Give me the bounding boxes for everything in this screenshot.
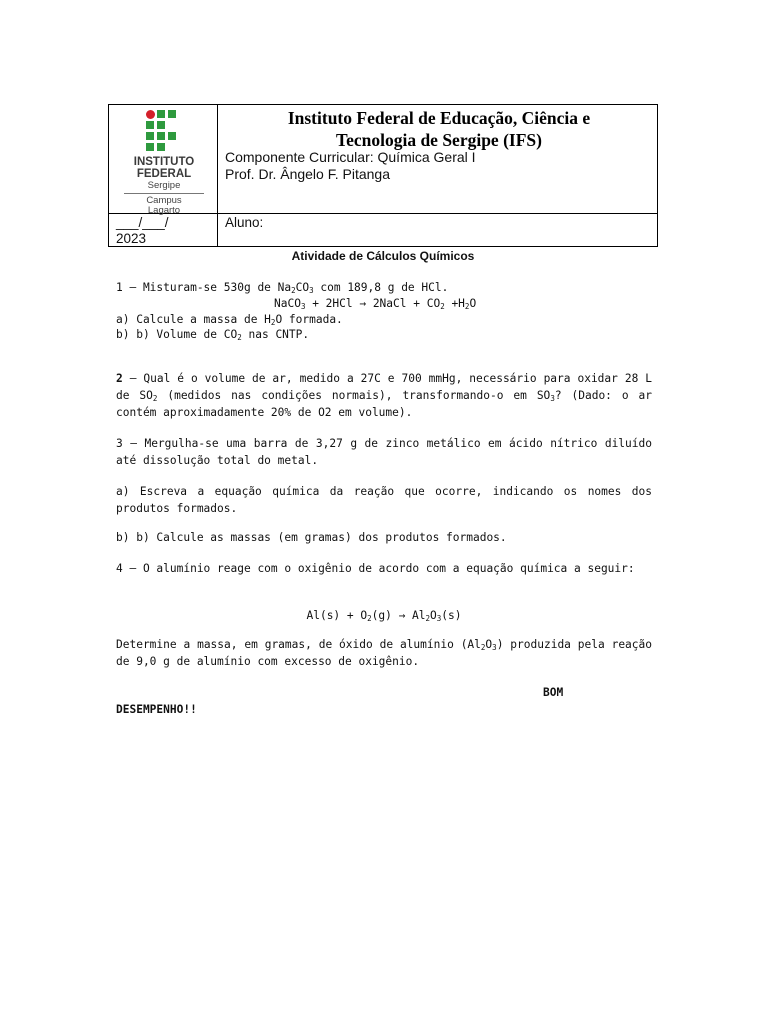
- question-3-item-a: a) Escreva a equação química da reação que ocorre, indicando os nomes dos produtos formados.: [116, 485, 652, 515]
- logo-text-campus: Campus: [146, 195, 182, 206]
- professor-label: Prof. Dr. Ângelo F. Pitanga: [225, 166, 390, 182]
- date-field: ___/___/: [116, 215, 169, 230]
- year-label: 2023: [116, 231, 147, 246]
- logo-square: [146, 143, 154, 151]
- question-3-item-b: b) b) Calcule as massas (em gramas) dos produtos formados.: [116, 531, 507, 544]
- logo-square: [157, 143, 165, 151]
- header-table: [108, 104, 658, 247]
- logo-square: [157, 121, 165, 129]
- question-4-request: Determine a massa, em gramas, de óxido de alumínio $(Al_2O_3)$ produzida pela reação de 9,0 g de alumínio com excesso de oxigênio.: [116, 638, 652, 668]
- logo-text-sergipe: Sergipe: [147, 180, 181, 191]
- question-4: 4 – O alumínio reage com o oxigênio de acordo com a equação química a seguir:: [116, 562, 635, 575]
- question-1-equation: NaCO$_3$ + 2HCl → 2NaCl + $CO_2 +H_2O$: [274, 297, 477, 311]
- logo-square: [146, 121, 154, 129]
- logo-text-federal: FEDERAL: [136, 168, 192, 180]
- logo-square: [157, 132, 165, 140]
- question-3: 3 – Mergulha-se uma barra de 3,27 g de zinco metálico em ácido nítrico diluído até dissolução total do metal.: [116, 437, 652, 467]
- institution-line-1: Instituto Federal de Educação, Ciência e: [287, 108, 591, 128]
- logo-square: [168, 132, 176, 140]
- logo-red-dot: [146, 110, 155, 119]
- logo-rule: [124, 193, 204, 194]
- student-name-label: Aluno:: [225, 215, 264, 230]
- question-2: 2 – Qual é o volume de ar, medido a 27C e 700 mmHg, necessário para oxidar 28 L de $SO_2$ (medidos nas condições normais), transformando-o em $SO_3$? (Dado: o ar contém aproximadamente 20% de O2 em volume).: [116, 372, 653, 419]
- ifs-logo: [121, 108, 207, 216]
- question-1-item-b: b) b) Volume de $CO_2$ nas CNTP.: [116, 328, 310, 342]
- logo-square: [157, 110, 165, 118]
- closing-line-2: DESEMPENHO!!: [116, 703, 197, 716]
- component-label: Componente Curricular: Química Geral I: [225, 149, 476, 165]
- logo-text-lagarto: Lagarto: [147, 205, 181, 216]
- logo-square: [146, 132, 154, 140]
- logo-text-instituto: INSTITUTO: [133, 156, 195, 168]
- question-4-equation: $Al(s) + O_2(g) \to Al_2O_3(s)$: [306, 609, 462, 623]
- page-title: Atividade de Cálculos Químicos: [291, 249, 475, 263]
- question-1-item-a: a) Calcule a massa de $H_2O$ formada.: [116, 313, 343, 327]
- question-1-statement: 1 – Misturam-se 530g de $Na_2CO_3$ com 189,8 g de HCl.: [116, 281, 449, 295]
- logo-square: [168, 110, 176, 118]
- institution-line-2: Tecnologia de Sergipe (IFS): [336, 130, 542, 150]
- table-divider-vertical: [217, 105, 218, 247]
- closing-line-1: BOM: [543, 686, 564, 699]
- institution-name: [229, 107, 649, 151]
